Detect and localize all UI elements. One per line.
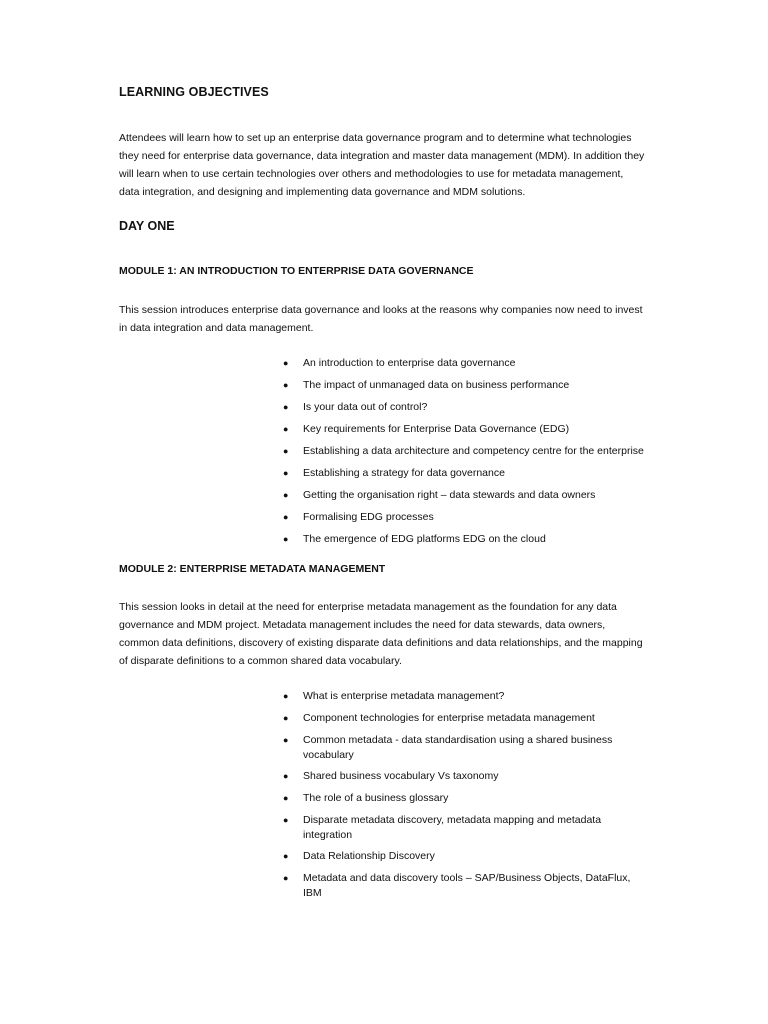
list-item — [283, 466, 663, 481]
page-title: LEARNING OBJECTIVES — [119, 85, 269, 99]
list-item-text: What is enterprise metadata management? — [303, 690, 505, 702]
list-item-line: integration — [303, 829, 353, 841]
bullet-icon: ● — [283, 402, 289, 412]
bullet-icon: ● — [283, 358, 289, 368]
bullet-icon: ● — [283, 424, 289, 434]
bullet-icon: ● — [283, 691, 289, 701]
list-item-text: Is your data out of control? — [303, 401, 428, 413]
list-item-line: Metadata and data discovery tools – SAP/Business Objects, DataFlux, — [303, 872, 631, 884]
intro-line: will learn when to use certain technologies over others and methodologies to use for metadata management, — [119, 168, 624, 180]
list-item-text: Component technologies for enterprise metadata management — [303, 712, 595, 724]
list-item-text: Getting the organisation right – data stewards and data owners — [303, 489, 596, 501]
bullet-icon: ● — [283, 713, 289, 723]
list-item-line: Disparate metadata discovery, metadata mapping and metadata — [303, 814, 602, 826]
bullet-icon: ● — [283, 534, 289, 544]
module-1-description — [119, 301, 659, 337]
list-item-text: Establishing a data architecture and competency centre for the enterprise — [303, 445, 644, 457]
list-item — [283, 356, 663, 371]
list-item-text — [303, 733, 663, 763]
list-item — [283, 444, 663, 459]
list-item — [283, 733, 663, 763]
bullet-icon: ● — [283, 380, 289, 390]
list-item — [283, 422, 663, 437]
bullet-icon: ● — [283, 815, 289, 825]
list-item-text: An introduction to enterprise data governance — [303, 357, 516, 369]
module-1-line: This session introduces enterprise data governance and looks at the reasons why companies now need to invest — [119, 304, 643, 316]
list-item — [283, 769, 663, 784]
list-item-line: vocabulary — [303, 749, 354, 761]
list-item — [283, 791, 663, 806]
list-item — [283, 871, 663, 901]
bullet-icon: ● — [283, 490, 289, 500]
list-item-text: The emergence of EDG platforms EDG on the cloud — [303, 533, 546, 545]
list-item — [283, 813, 663, 843]
list-item — [283, 711, 663, 726]
list-item-text: Establishing a strategy for data governance — [303, 467, 505, 479]
bullet-icon: ● — [283, 512, 289, 522]
module-2-description — [119, 598, 659, 670]
list-item — [283, 378, 663, 393]
module-2-line: common data definitions, discovery of existing disparate data definitions and data relationships, and the mapping — [119, 637, 643, 649]
list-item-text: The role of a business glossary — [303, 792, 449, 804]
list-item — [283, 488, 663, 503]
list-item-text — [303, 813, 663, 843]
bullet-icon: ● — [283, 468, 289, 478]
list-item-line: IBM — [303, 887, 322, 899]
list-item-text: Formalising EDG processes — [303, 511, 434, 523]
module-1-line: in data integration and data management. — [119, 322, 314, 334]
list-item — [283, 532, 663, 547]
module-2-line: governance and MDM project. Metadata management includes the need for data stewards, data owners, — [119, 619, 606, 631]
day-one-heading: DAY ONE — [119, 219, 175, 233]
module-2-heading: MODULE 2: ENTERPRISE METADATA MANAGEMENT — [119, 563, 386, 575]
intro-line: Attendees will learn how to set up an enterprise data governance program and to determine what technologies — [119, 132, 632, 144]
list-item — [283, 510, 663, 525]
bullet-icon: ● — [283, 793, 289, 803]
module-2-line: This session looks in detail at the need for enterprise metadata management as the foundation for any data — [119, 601, 617, 613]
intro-line: they need for enterprise data governance, data integration and master data management (MDM). In addition they — [119, 150, 645, 162]
module-1-heading: MODULE 1: AN INTRODUCTION TO ENTERPRISE DATA GOVERNANCE — [119, 265, 474, 277]
bullet-icon: ● — [283, 735, 289, 745]
list-item-text: Shared business vocabulary Vs taxonomy — [303, 770, 499, 782]
list-item-text: Key requirements for Enterprise Data Governance (EDG) — [303, 423, 570, 435]
intro-paragraph — [119, 129, 659, 201]
list-item — [283, 849, 663, 864]
list-item-text — [303, 871, 663, 901]
bullet-icon: ● — [283, 771, 289, 781]
bullet-icon: ● — [283, 873, 289, 883]
list-item-text: The impact of unmanaged data on business performance — [303, 379, 570, 391]
bullet-icon: ● — [283, 851, 289, 861]
module-2-line: of disparate definitions to a common shared data vocabulary. — [119, 655, 402, 667]
bullet-icon: ● — [283, 446, 289, 456]
list-item — [283, 689, 663, 704]
list-item — [283, 400, 663, 415]
intro-line: data integration, and designing and implementing data governance and MDM solutions. — [119, 186, 526, 198]
list-item-line: Common metadata - data standardisation using a shared business — [303, 734, 613, 746]
list-item-text: Data Relationship Discovery — [303, 850, 435, 862]
